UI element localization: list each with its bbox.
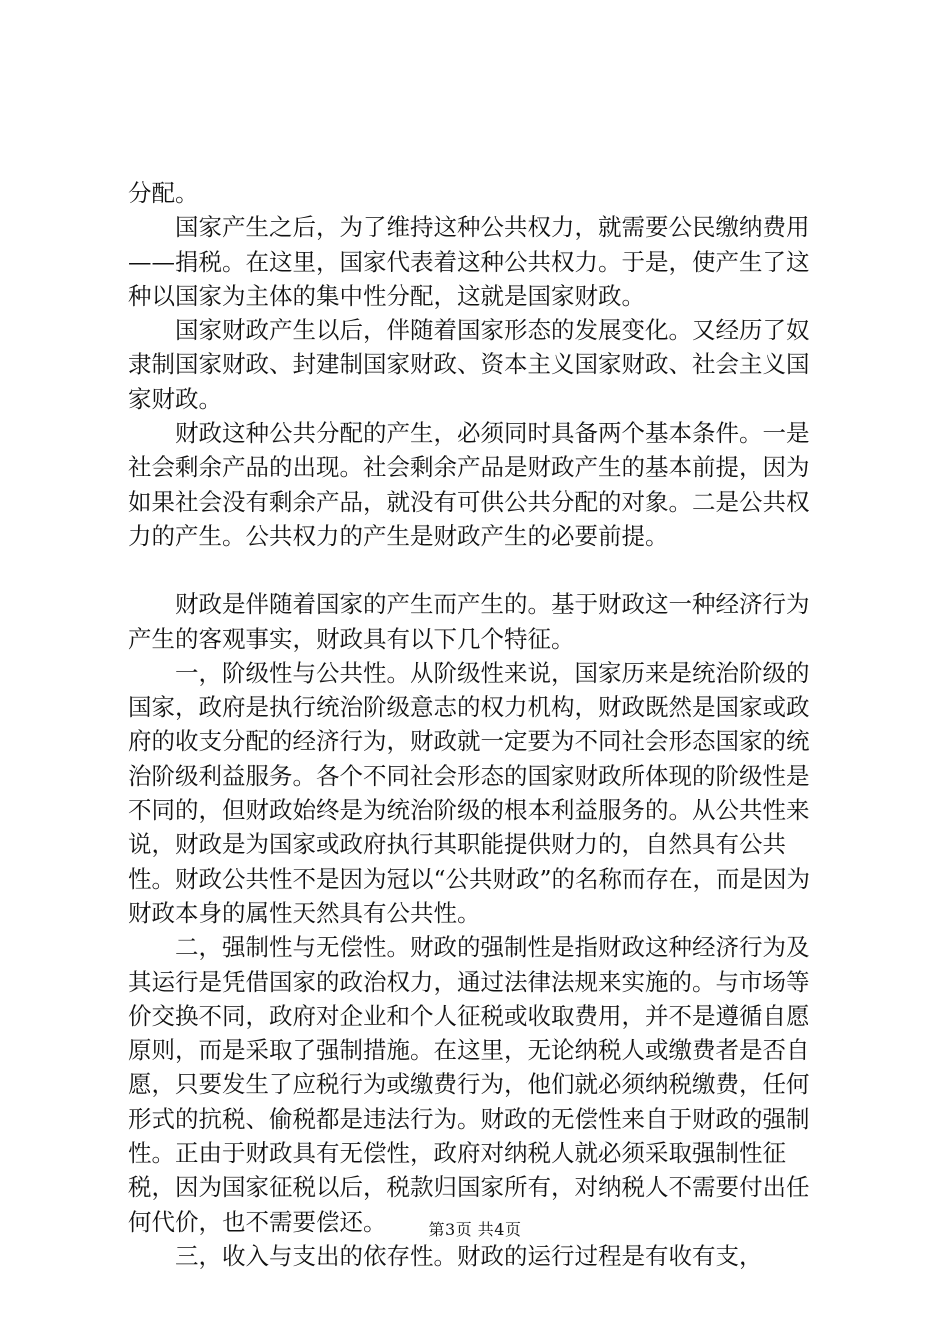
paragraph-compulsory-and-gratuitous: 二，强制性与无偿性。财政的强制性是指财政这种经济行为及其运行是凭借国家的政治权力，通过法律法规来实施的。与市场等价交换不同，政府对企业和个人征税或收取费用，并不是遵循自愿原则，而是采取了强制措施。在这里，无论纳税人或缴费者是否自愿，只要发生了应税行为或缴费行为，他们就必须纳税缴费，任何形式的抗税、偷税都是违法行为。财政的无偿性来自于财政的强制性。正由于财政具有无偿性，政府对纳税人就必须采取强制性征税，因为国家征税以后，税款归国家所有，对纳税人不需要付出任何代价，也不需要偿还。 xyxy=(128,933,810,1236)
paragraph-spacer xyxy=(128,553,824,587)
paragraph-fiscal-history: 国家财政产生以后，伴随着国家形态的发展变化。又经历了奴隶制国家财政、封建制国家财政、资本主义国家财政、社会主义国家财政。 xyxy=(128,316,810,413)
paragraph-state-origin: 国家产生之后，为了维持这种公共权力，就需要公民缴纳费用——捐税。在这里，国家代表着这种公共权力。于是，使产生了这种以国家为主体的集中性分配，这就是国家财政。 xyxy=(128,213,810,310)
paragraph-revenue-expenditure: 三，收入与支出的依存性。财政的运行过程是有收有支， xyxy=(128,1241,763,1270)
paragraph-continuation: 分配。 xyxy=(128,179,199,207)
paragraph-basic-conditions: 财政这种公共分配的产生，必须同时具备两个基本条件。一是社会剩余产品的出现。社会剩余产品是财政产生的基本前提，因为如果社会没有剩余产品，就没有可供公共分配的对象。二是公共权力的产生。公共权力的产生是财政产生的必要前提。 xyxy=(128,419,810,550)
paragraph-characteristics-intro: 财政是伴随着国家的产生而产生的。基于财政这一种经济行为产生的客观事实，财政具有以下几个特征。 xyxy=(128,590,810,653)
document-body xyxy=(128,176,824,1273)
paragraph-class-and-public: 一，阶级性与公共性。从阶级性来说，国家历来是统治阶级的国家，政府是执行统治阶级意志的权力机构，财政既然是国家或政府的收支分配的经济行为，财政就一定要为不同社会形态国家的统治阶级利益服务。各个不同社会形态的国家财政所体现的阶级性是不同的，但财政始终是为统治阶级的根本利益服务的。从公共性来说，财政是为国家或政府执行其职能提供财力的，自然具有公共性。财政公共性不是因为冠以“公共财政”的名称而存在，而是因为财政本身的属性天然具有公共性。 xyxy=(128,658,811,927)
page-number-footer: 第3页 共4页 xyxy=(428,1220,522,1239)
